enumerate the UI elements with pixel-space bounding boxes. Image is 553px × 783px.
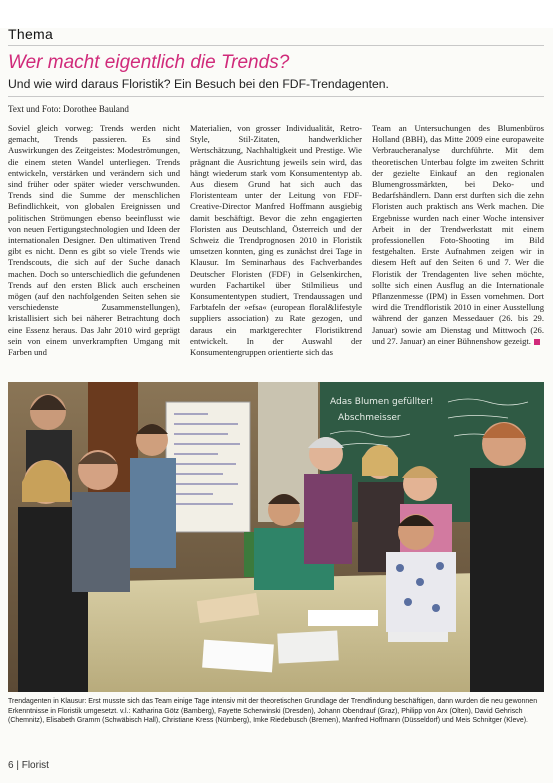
photo-caption: Trendagenten in Klausur: Erst musste sich das Team einige Tage intensiv mit der theoretischen Grundlage der Trendfindung beschäftigen, dann wurden die neu gewonnen Erkenntnisse in Floristik umgesetzt. v.l.: Katharina Götz (Bamberg), Fayette Scherwinski (Dresden), Johann Obendrauf (Graz), Philipp von Arx (Olten), David Gehrisch (Chemnitz), Elisabeth Gramm (Schwäbisch Hall), Christiane Kress (Nürnberg), Imke Riedebusch (Bremen), Manfred Hoffmann (Düsseldorf) und Meis Schnitger (Kleve). [8, 698, 538, 725]
headline: Wer macht eigentlich die Trends? [8, 52, 290, 73]
text-column-3 [372, 123, 544, 347]
chalkboard-text-1: Adas Blumen gefüllter! [330, 397, 434, 407]
text-column-1 [8, 123, 180, 358]
divider-top [8, 45, 544, 46]
end-mark-icon [534, 339, 540, 345]
page-footer: 6 | Florist [8, 760, 49, 771]
subheadline: Und wie wird daraus Floristik? Ein Besuch bei den FDF-Trendagenten. [8, 77, 389, 91]
column-text: Team an Untersuchungen des Blumenbüros Holland (BBH), das Mitte 2009 eine europaweite Verbraucheranalyse durchführte. Mit dem theoretischen Unterbau folgte im zweiten Schritt der gezielte Einkauf an den regionalen Blumengrossmärkten, bei Deko- und Bedarfshändlern. Dann erst durften sich die zehn Floristen auch praktisch ans Werk machen. Die Ergebnisse wurden nach einer Woche intensiver Arbeit in der Trendwerkstatt mit einem professionellen Foto-Shooting im Bild festgehalten. Erste Aufnahmen zeigen wir in diesem Heft auf den Seiten 6 und 7. Wer die Floristik der Trendagenten live sehen möchte, sollte sich einen Ausflug an die Internationale Pflanzenmesse (IPM) in Essen vornehmen. Dort wird die Trendfloristik 2010 in einer Ausstellung während der ganzen Messedauer (26. bis 29. Januar) sowie am Dienstag und Mittwoch (26. und 27. Januar) an einer Bühnenshow gezeigt. [372, 123, 544, 346]
column-text: Soviel gleich vorweg: Trends werden nicht gemacht, Trends passieren. Es sind Auswirkungen des Zeitgeistes: Modeströmungen, die einem steten Wandel unterliegen. Trends entwickeln, verstärken und verändern sich und sind früher oder später wieder verschwunden. Trends sind die Summe der menschlichen Befindlichkeit, von globalen Ereignissen und politischen Strömungen ebenso beeinflusst wie von neuen Fertigungstechnologien und Ideen der internationalen Designer. Den ultimativen Trend gibt es nicht. Denn es gibt so viele Trends wie Trendscouts, die sich auf der Suche danach machen. Doch so unterschiedlich die gefundenen Trends auf den ersten Blick auch erscheinen mögen (auf den nachfolgenden Seiten sehen sie verschiedenste Zusammenstellungen), kristallisiert sich bei näherer Betrachtung doch eine Essenz heraus. Das Jahr 2010 wird geprägt sein von einem unverkrampften Umgang mit Farben und [8, 123, 180, 358]
byline: Text und Foto: Dorothee Bauland [8, 104, 129, 114]
section-label: Thema [8, 26, 54, 42]
group-photo [8, 382, 544, 692]
text-column-2 [190, 123, 362, 358]
group-photo-illustration [8, 382, 544, 692]
page-top-margin [0, 0, 553, 28]
divider-sub [8, 96, 544, 97]
column-text: Materialien, von grosser Individualität, Retro-Style, Stil-Zitaten, handwerklicher Wertschätzung, Nachhaltigkeit und Prestige. Wie prägnant die Ausrichtung jeweils sein wird, das hängt wiederum stark vom Konsumententyp ab. Aus diesem Grund hat sich auch das Floristenteam unter der Leitung von FDF-Creative-Director Manfred Hoffmann ausgiebig damit beschäftigt. Bevor die zehn engagierten Floristen aus Deutschland, Österreich und der Schweiz die Trendprognosen 2010 in Floristik umsetzen konnten, ging es zunächst drei Tage in Klausur. Im Seminarhaus des Fachverbandes Deutscher Floristen (FDF) in Gelsenkirchen, wurden Fachartikel über Stilmilieus und Konsumententypen studiert, Trendaussagen und Farbtafeln der »efsa« (european floral&lifestyle suppliers association) zu Rate gezogen, und daraus ein marktgerechter Floristiktrend entwickelt. In der Auswahl der Konsumentengruppen orientierte sich das [190, 123, 362, 358]
chalkboard-text-2: Abschmeisser [338, 413, 401, 423]
